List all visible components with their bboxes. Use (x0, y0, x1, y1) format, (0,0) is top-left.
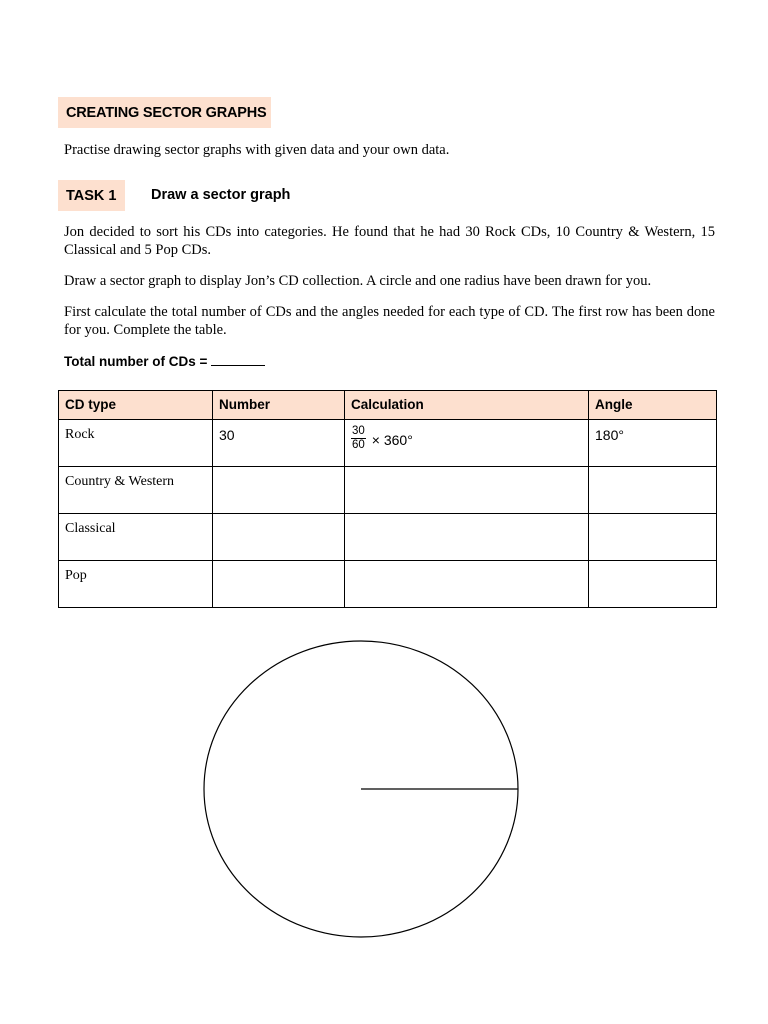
cd-type-cell: Rock (59, 420, 213, 467)
table-row (59, 514, 717, 561)
calculation-multiplier: × 360° (371, 431, 413, 448)
calculation-answer-cell[interactable] (345, 467, 589, 514)
instruction-paragraph: Draw a sector graph to display Jon’s CD collection. A circle and one radius have been drawn for you. (64, 273, 652, 289)
number-answer-cell[interactable] (213, 514, 345, 561)
angle-answer-cell[interactable] (589, 561, 717, 608)
header-calculation: Calculation (345, 391, 589, 420)
sector-graph-template[interactable] (200, 638, 524, 942)
task-title: Draw a sector graph (151, 187, 291, 203)
fraction-denominator: 60 (352, 439, 365, 451)
number-answer-cell[interactable] (213, 467, 345, 514)
header-number: Number (213, 391, 345, 420)
angle-answer-cell[interactable] (589, 467, 717, 514)
total-cds-answer-blank[interactable] (211, 352, 265, 366)
number-cell: 30 (213, 420, 345, 467)
cd-type-cell: Classical (59, 514, 213, 561)
cd-angle-table (58, 390, 717, 608)
calculation-cell (345, 420, 589, 467)
task-label: TASK 1 (58, 180, 125, 211)
fraction-numerator: 30 (352, 425, 365, 437)
cd-type-cell: Country & Western (59, 467, 213, 514)
table-row (59, 467, 717, 514)
worksheet-heading: CREATING SECTOR GRAPHS (58, 97, 271, 128)
calculation-answer-cell[interactable] (345, 514, 589, 561)
table-instruction-paragraph: First calculate the total number of CDs and the angles needed for each type of CD. The first row has been done for you. Complete the table. (64, 304, 715, 338)
total-cds-label: Total number of CDs = (64, 354, 208, 369)
table-row (59, 561, 717, 608)
fraction (351, 425, 366, 452)
total-cds-prompt (64, 352, 265, 371)
angle-cell: 180° (589, 420, 717, 467)
header-cd-type: CD type (59, 391, 213, 420)
calculation-answer-cell[interactable] (345, 561, 589, 608)
angle-answer-cell[interactable] (589, 514, 717, 561)
table-header-row (59, 391, 717, 420)
table-row (59, 420, 717, 467)
problem-paragraph: Jon decided to sort his CDs into categories. He found that he had 30 Rock CDs, 10 Country & Western, 15 Classical and 5 Pop CDs. (64, 224, 715, 258)
intro-text: Practise drawing sector graphs with given data and your own data. (64, 142, 450, 158)
header-angle: Angle (589, 391, 717, 420)
number-answer-cell[interactable] (213, 561, 345, 608)
cd-type-cell: Pop (59, 561, 213, 608)
